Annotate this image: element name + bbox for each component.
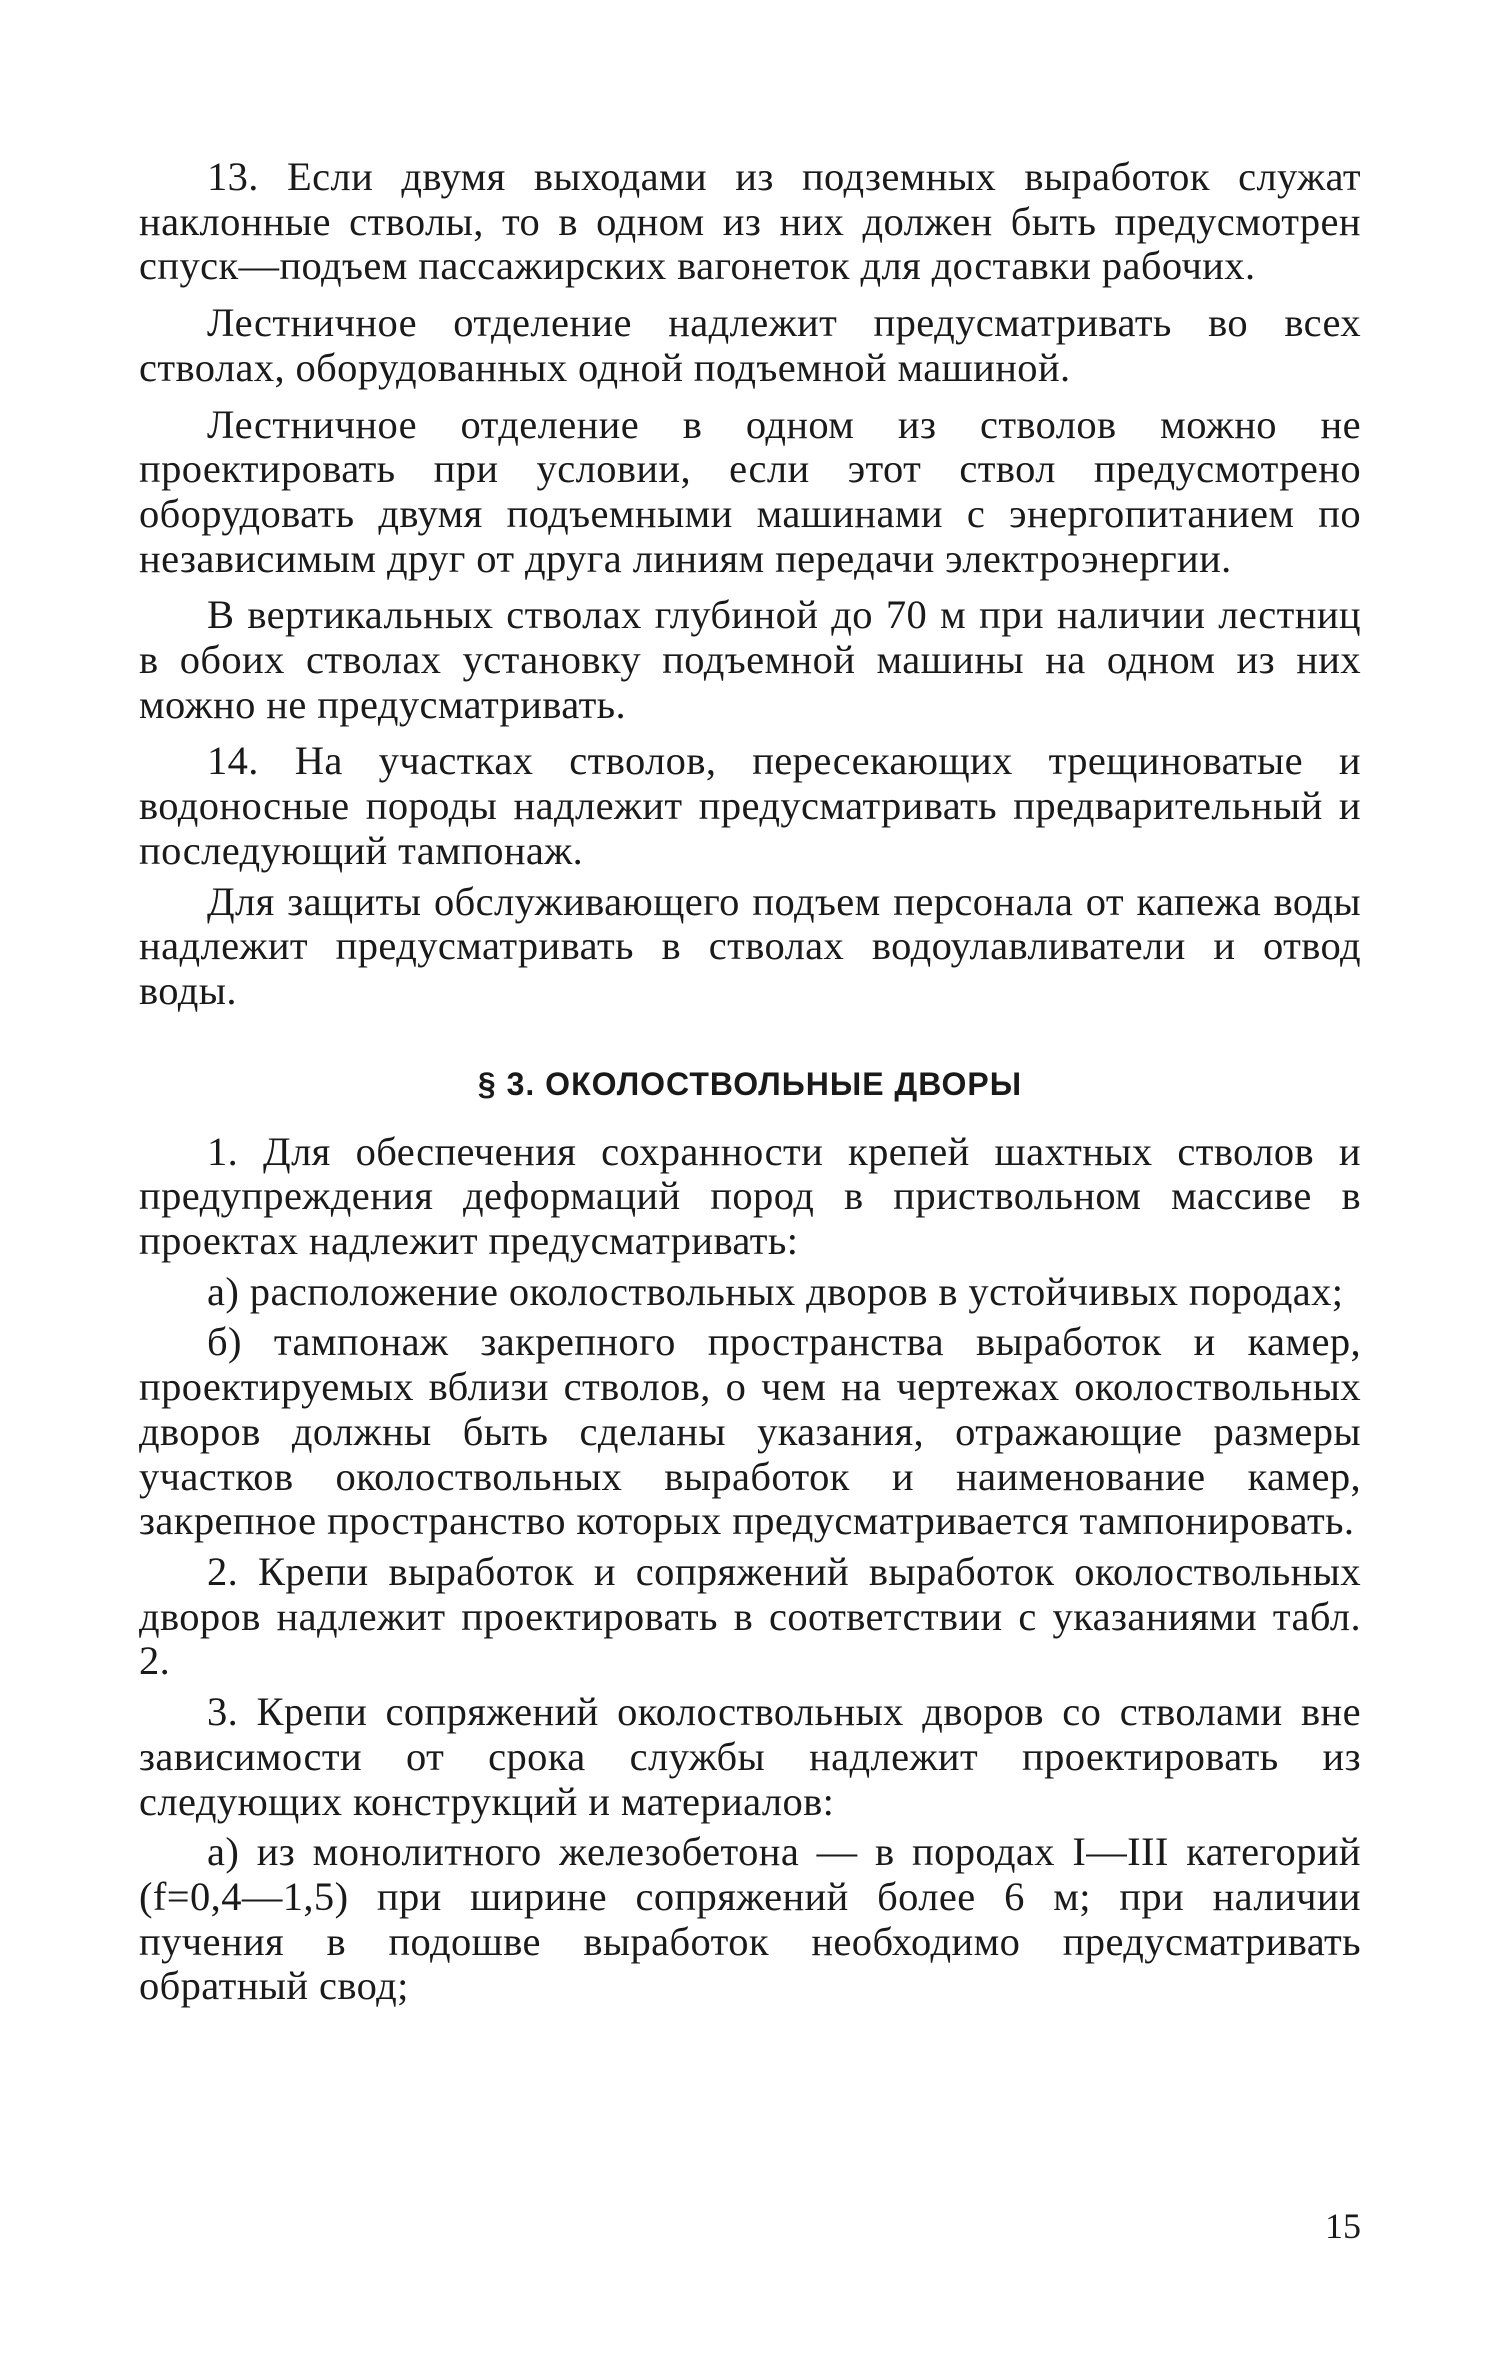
paragraph-14: 14. На участках стволов, пересекающих трещиноватые и водоносные породы надлежит предусматривать предварительный и последующий тампонаж. bbox=[139, 738, 1361, 873]
text-column bbox=[139, 155, 1361, 2015]
paragraph-3-1-a: а) расположение околоствольных дворов в устойчивых породах; bbox=[207, 1268, 1344, 1314]
paragraph-vertical-shafts: В вертикальных стволах глубиной до 70 м при наличии лестниц в обоих стволах установку подъемной машины на одном из них можно не предусматривать. bbox=[139, 592, 1361, 727]
paragraph-3-3: 3. Крепи сопряжений околоствольных дворов со стволами вне зависимости от срока службы надлежит проектировать из следующих конструкций и материалов: bbox=[139, 1689, 1361, 1824]
page-number: 15 bbox=[1325, 2206, 1361, 2246]
paragraph-water-protection: Для защиты обслуживающего подъем персонала от капежа воды надлежит предусматривать в стволах водоулавливатели и отвод воды. bbox=[139, 878, 1361, 1013]
paragraph-13: 13. Если двумя выходами из подземных выработок служат наклонные стволы, то в одном из них должен быть предусмотрен спуск—подъем пассажирских вагонеток для доставки рабочих. bbox=[139, 154, 1361, 289]
section-heading: § 3. ОКОЛОСТВОЛЬНЫЕ ДВОРЫ bbox=[477, 1065, 1023, 1102]
paragraph-3-1-b: б) тампонаж закрепного пространства выработок и камер, проектируемых вблизи стволов, о чем на чертежах околоствольных дворов должны быть сделаны указания, отражающие размеры участков околоствольных выработок и наименование камер, закрепное пространство которых предусматривается тампонировать. bbox=[139, 1319, 1361, 1544]
paragraph-ladder-exception: Лестничное отделение в одном из стволов можно не проектировать при условии, если этот ствол предусмотрено оборудовать двумя подъемными машинами с энергопитанием по независимым друг от друга линиям передачи электроэнергии. bbox=[139, 401, 1361, 581]
paragraph-3-2: 2. Крепи выработок и сопряжений выработок околоствольных дворов надлежит проектировать в соответствии с указаниями табл. 2. bbox=[139, 1548, 1361, 1684]
paragraph-3-1: 1. Для обеспечения сохранности крепей шахтных стволов и предупреждения деформаций пород в приствольном массиве в проектах надлежит предусматривать: bbox=[139, 1128, 1361, 1264]
paragraph-ladder-compartment: Лестничное отделение надлежит предусматривать во всех стволах, оборудованных одной подъемной машиной. bbox=[139, 300, 1361, 390]
paragraph-3-3-a: а) из монолитного железобетона — в породах I—III категорий (f=0,4—1,5) при ширине сопряжений более 6 м; при наличии пучения в подошве выработок необходимо предусматривать обратный свод; bbox=[139, 1829, 1361, 2009]
